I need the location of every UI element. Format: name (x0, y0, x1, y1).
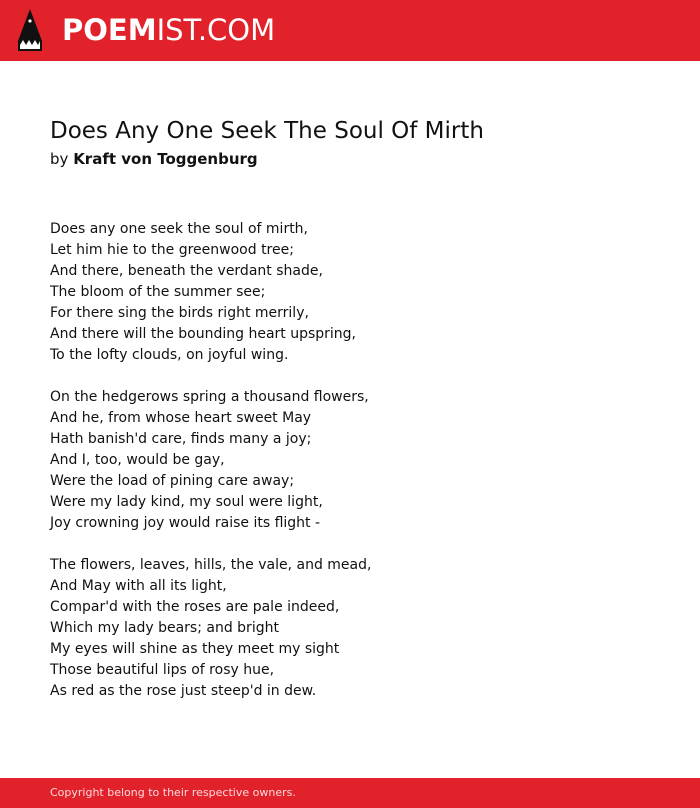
poem-line: Hath banish'd care, finds many a joy; (50, 431, 312, 447)
poem-line: For there sing the birds right merrily, (50, 305, 309, 321)
poem-line: To the lofty clouds, on joyful wing. (50, 347, 289, 363)
logo-brand-bold: POEM (62, 13, 157, 47)
poem-stanza-3 (50, 555, 650, 702)
poem-stanza-2 (50, 387, 650, 534)
poem-line: And I, too, would be gay, (50, 452, 225, 468)
poem-line: And May with all its light, (50, 578, 227, 594)
poem-line: And he, from whose heart sweet May (50, 410, 312, 426)
poem-line: Were the load of pining care away; (50, 473, 295, 489)
poem-line: And there, beneath the verdant shade, (50, 263, 323, 279)
poem-line: Which my lady bears; and bright (50, 620, 279, 636)
poem-author: Kraft von Toggenburg (73, 150, 258, 168)
poem-body (50, 219, 650, 723)
poem-byline (50, 149, 258, 169)
poem-line: And there will the bounding heart upspring, (50, 326, 357, 342)
site-footer (0, 778, 700, 808)
pencil-tip-icon[interactable] (18, 9, 42, 51)
poem-line: As red as the rose just steep'd in dew. (50, 683, 317, 699)
poem-line: The flowers, leaves, hills, the vale, and mead, (50, 557, 372, 573)
poem-line: Joy crowning joy would raise its flight - (50, 515, 321, 531)
poem-line: My eyes will shine as they meet my sight (50, 641, 340, 657)
poem-stanza-1 (50, 219, 650, 366)
site-header (0, 0, 700, 61)
byline-prefix: by (50, 150, 69, 168)
poem-line: Those beautiful lips of rosy hue, (50, 662, 275, 678)
copyright-text: Copyright belong to their respective owners. (50, 786, 296, 799)
poem-line: Does any one seek the soul of mirth, (50, 221, 309, 237)
poem-line: Were my lady kind, my soul were light, (50, 494, 323, 510)
site-logo-text[interactable] (62, 12, 275, 48)
poem-line: The bloom of the summer see; (50, 284, 266, 300)
logo-brand-light: IST.COM (156, 13, 276, 47)
poem-title: Does Any One Seek The Soul Of Mirth (50, 118, 484, 144)
poem-line: Compar'd with the roses are pale indeed, (50, 599, 340, 615)
poem-line: On the hedgerows spring a thousand flowers, (50, 389, 369, 405)
poem-line: Let him hie to the greenwood tree; (50, 242, 294, 258)
